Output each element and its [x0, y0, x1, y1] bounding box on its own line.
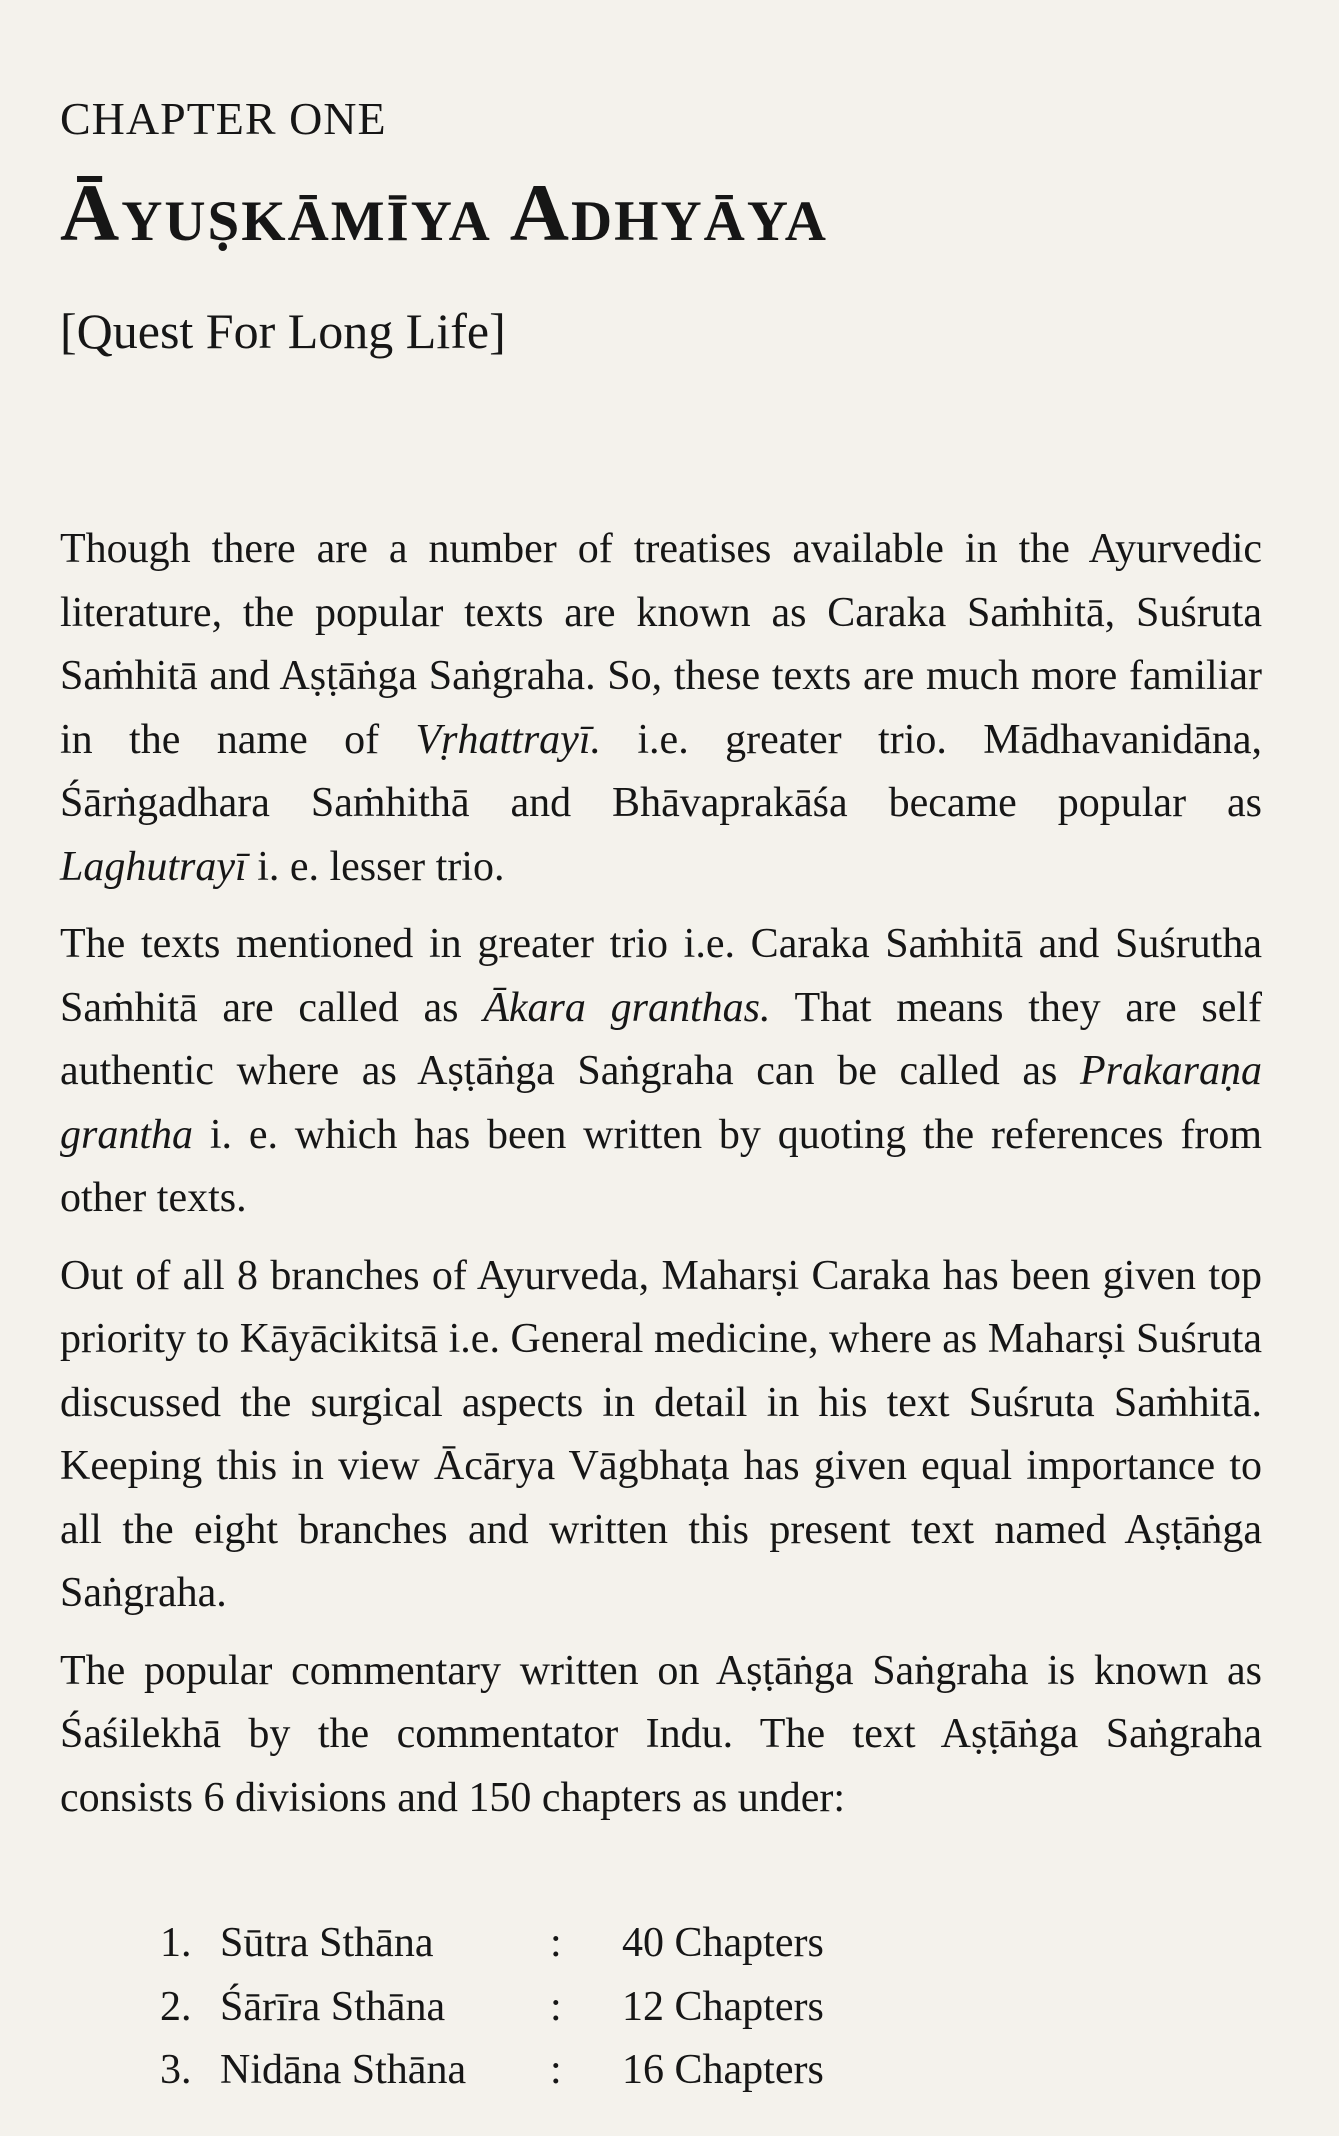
paragraph — [60, 518, 1262, 899]
paragraph-text: That means they are self authentic where as Aṣṭāṅga Saṅgraha can be called as — [60, 984, 1263, 1094]
list-item-count: 12 Chapters — [622, 1983, 824, 2030]
list-item-number: 2. — [160, 1983, 192, 2030]
list-item — [160, 1912, 922, 1976]
italic-term: Vṛhattrayī. — [415, 716, 601, 763]
paragraph-text: i. e. which has been written by quoting the references from other texts. — [60, 1111, 1262, 1221]
list-item-name: Śārīra Sthāna — [220, 1983, 446, 2030]
list-item — [160, 2039, 922, 2103]
paragraph — [60, 1245, 1262, 1626]
paragraph — [60, 1640, 1262, 1831]
divisions-list — [160, 1912, 922, 2103]
list-item-number: 3. — [160, 2047, 192, 2093]
paragraph-text: Though there are a number of treatises available in the Ayurvedic literature, the popular texts are known as Caraka Saṁhitā, Suśruta Saṁhitā and Aṣṭāṅga Saṅgraha. So, these texts are much more familiar in the name of — [60, 526, 1262, 763]
paragraph-text: The popular commentary written on Aṣṭāṅga Saṅgraha is known as Śaśilekhā by the commentator Indu. The text Aṣṭāṅga Saṅgraha consists 6 divisions and 150 chapters as under: — [60, 1647, 1262, 1821]
list-item-separator: : — [550, 2047, 562, 2093]
italic-term: Prakaraṇa grantha — [60, 1048, 1262, 1158]
list-item-name: Sūtra Sthāna — [220, 1920, 434, 1966]
list-item-name: Nidāna Sthāna — [220, 2047, 467, 2093]
list-item-count: 40 Chapters — [622, 1920, 824, 1966]
body-text — [60, 518, 1262, 1844]
list-item-number: 1. — [160, 1920, 192, 1966]
paragraph-text: The texts mentioned in greater trio i.e. Caraka Saṁhitā and Suśrutha Saṁhitā are called as — [60, 921, 1262, 1031]
paragraph-text: i. e. lesser trio. — [246, 843, 505, 890]
list-item — [160, 1976, 922, 2040]
list-item-separator: : — [550, 1983, 562, 2030]
paragraph-text: i.e. greater trio. Mādhavanidāna, Śārṅgadhara Saṁhithā and Bhāvaprakāśa became popular as — [60, 716, 1262, 826]
chapter-title: Āyuṣkāmīya Adhyāya — [60, 167, 828, 258]
list-item-count: 16 Chapters — [622, 2047, 824, 2093]
book-page — [60, 0, 1263, 2136]
list-item-separator: : — [550, 1920, 562, 1966]
paragraph — [60, 913, 1262, 1231]
chapter-subtitle: [Quest For Long Life] — [60, 303, 506, 359]
paragraph-text: Out of all 8 branches of Ayurveda, Maharṣi Caraka has been given top priority to Kāyācikitsā i.e. General medicine, where as Maharṣi Suśruta discussed the surgical aspects in detail in his text Suśruta Saṁhitā. Keeping this in view Ācārya Vāgbhaṭa has given equal importance to all the eight branches and written this present text named Aṣṭāṅga Saṅgraha. — [60, 1252, 1262, 1616]
italic-term: Ākara granthas. — [483, 984, 771, 1031]
italic-term: Laghutrayī — [60, 843, 247, 890]
chapter-label: CHAPTER ONE — [60, 93, 387, 144]
